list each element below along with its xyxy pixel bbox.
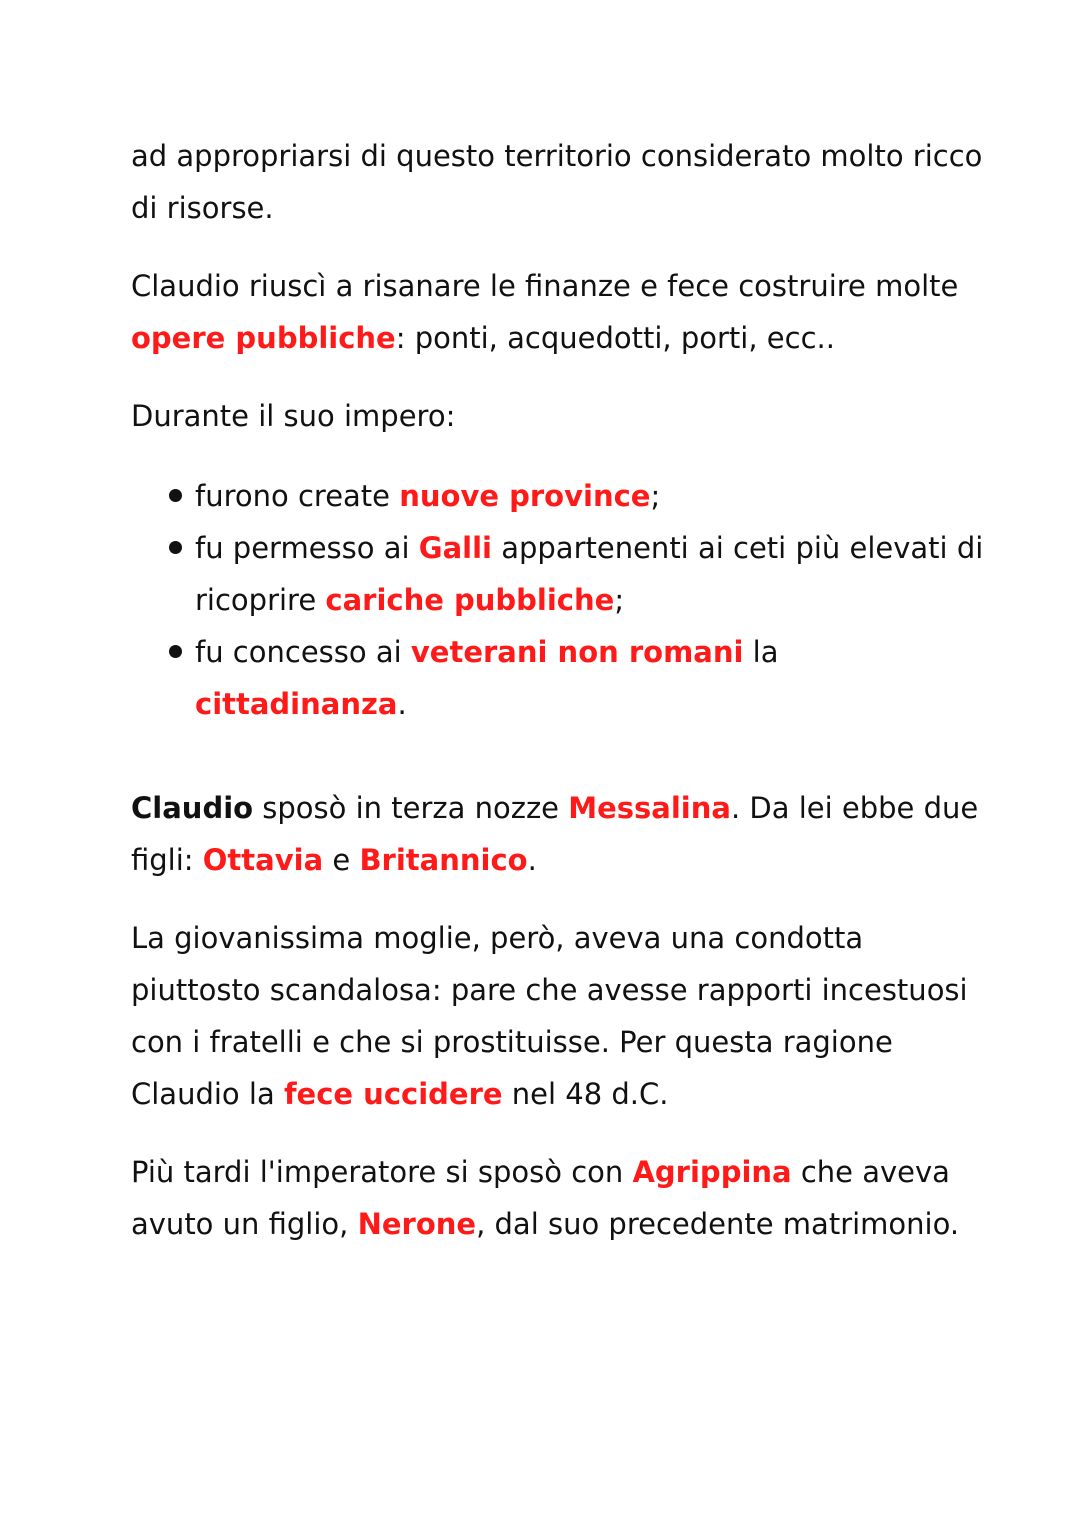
highlight-term: nuove province <box>399 479 651 513</box>
paragraph-during-empire <box>131 390 991 442</box>
paragraph-agrippina <box>131 1146 991 1250</box>
text-span: . <box>527 843 537 877</box>
highlight-term: cariche pubbliche <box>325 583 615 617</box>
highlight-term: opere pubbliche <box>131 321 396 355</box>
highlight-term: veterani non romani <box>410 635 744 669</box>
highlight-term: Agrippina <box>632 1155 792 1189</box>
text-span: Claudio riuscì a risanare le finanze e fece costruire molte <box>131 269 959 303</box>
highlight-term: Messalina <box>568 791 731 825</box>
highlight-term: Galli <box>418 531 492 565</box>
text-span: nel 48 d.C. <box>502 1077 669 1111</box>
paragraph-scandal <box>131 912 991 1120</box>
list-item <box>131 626 991 730</box>
text-span: La giovanissima moglie, però, aveva una condotta piuttosto scandalosa: pare che avesse rapporti incestuosi con i fratelli e che si prostituisse. Per questa ragione Claudio la <box>131 921 968 1111</box>
text-span: sposò in terza nozze <box>253 791 569 825</box>
text-span: , dal suo precedente matrimonio. <box>476 1207 960 1241</box>
text-span: che aveva avuto un figlio, <box>131 1155 950 1241</box>
bullet-icon <box>169 489 182 502</box>
text-span: appartenenti ai ceti più elevati di ricoprire <box>195 531 984 617</box>
text-span: Più tardi l'imperatore si sposò con <box>131 1155 633 1189</box>
text-span: . <box>397 687 407 721</box>
text-span: fu concesso ai <box>195 635 411 669</box>
text-span: ad appropriarsi di questo territorio considerato molto ricco di risorse. <box>131 139 983 225</box>
text-span: e <box>323 843 360 877</box>
list-item <box>131 470 991 522</box>
text-span: la <box>743 635 779 669</box>
paragraph-intro <box>131 130 991 234</box>
highlight-term: Ottavia <box>202 843 324 877</box>
bullet-icon <box>169 541 182 554</box>
highlight-term: Nerone <box>357 1207 477 1241</box>
bullet-list <box>131 470 991 730</box>
highlight-term: Britannico <box>359 843 528 877</box>
paragraph-claudio-finances <box>131 260 991 364</box>
bold-term: Claudio <box>131 791 254 825</box>
text-span: fu permesso ai <box>195 531 419 565</box>
text-span: ; <box>614 583 625 617</box>
bullet-icon <box>169 645 182 658</box>
highlight-term: cittadinanza <box>195 687 398 721</box>
text-span: furono create <box>195 479 400 513</box>
list-item <box>131 522 991 626</box>
highlight-term: fece uccidere <box>283 1077 503 1111</box>
text-span: : ponti, acquedotti, porti, ecc.. <box>395 321 835 355</box>
text-span: . Da lei ebbe due figli: <box>131 791 979 877</box>
text-span: ; <box>650 479 661 513</box>
paragraph-messalina <box>131 782 991 886</box>
text-span: Durante il suo impero: <box>131 399 456 433</box>
